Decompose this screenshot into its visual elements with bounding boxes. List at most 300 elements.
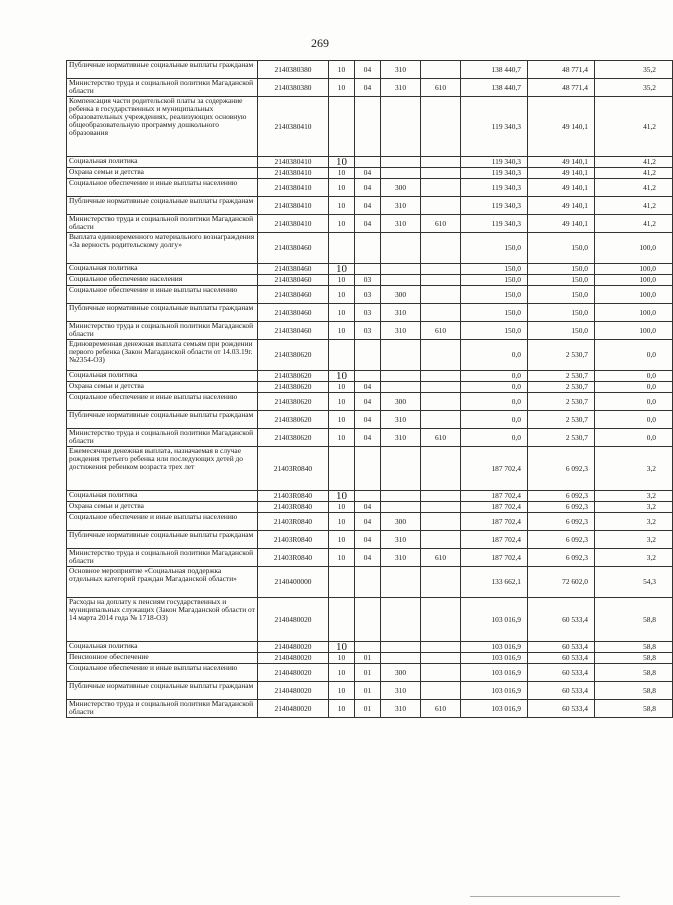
row-subsection: 04: [355, 168, 381, 179]
row-expense-type: 310: [381, 531, 421, 549]
row-actual-amount: 150,0: [528, 233, 595, 264]
row-expense-type: 310: [381, 682, 421, 700]
table-row: [67, 233, 673, 264]
row-percent: 41,2: [595, 197, 673, 215]
row-expense-type: [381, 502, 421, 513]
row-expense-type: [381, 598, 421, 642]
row-percent: 0,0: [595, 393, 673, 411]
row-subsection: 03: [355, 275, 381, 286]
row-actual-amount: 48 771,4: [528, 79, 595, 97]
row-planned-amount: 0,0: [461, 371, 528, 382]
row-planned-amount: 0,0: [461, 429, 528, 447]
row-percent: 35,2: [595, 61, 673, 79]
row-name: Министерство труда и социальной политики Магаданской области: [67, 322, 258, 340]
row-actual-amount: 60 533,4: [528, 642, 595, 653]
row-recipient: [421, 304, 461, 322]
row-expense-type: [381, 233, 421, 264]
row-name: Социальная политика: [67, 371, 258, 382]
row-subsection: 04: [355, 549, 381, 567]
row-actual-amount: 6 092,3: [528, 531, 595, 549]
table-row: [67, 531, 673, 549]
row-name: Единовременная денежная выплата семьям при рождении первого ребенка (Закон Магаданской области от 14.03.19г. №2354-ОЗ): [67, 340, 258, 371]
row-code: 2140380460: [258, 322, 329, 340]
row-actual-amount: 60 533,4: [528, 653, 595, 664]
table-row: [67, 197, 673, 215]
table-row: [67, 393, 673, 411]
row-section: 10: [329, 286, 355, 304]
row-actual-amount: 72 602,0: [528, 567, 595, 598]
row-section: 10: [329, 264, 355, 275]
row-name: Социальная политика: [67, 264, 258, 275]
row-subsection: 01: [355, 700, 381, 718]
row-name: Пенсионное обеспечение: [67, 653, 258, 664]
table-body: [67, 61, 673, 718]
row-planned-amount: 103 016,9: [461, 598, 528, 642]
row-planned-amount: 150,0: [461, 275, 528, 286]
row-subsection: 04: [355, 215, 381, 233]
row-expense-type: 310: [381, 429, 421, 447]
row-actual-amount: 6 092,3: [528, 502, 595, 513]
row-section: 10: [329, 549, 355, 567]
table-row: [67, 642, 673, 653]
row-code: 2140380410: [258, 215, 329, 233]
row-percent: 0,0: [595, 371, 673, 382]
row-recipient: [421, 531, 461, 549]
row-code: 2140380620: [258, 382, 329, 393]
row-percent: 100,0: [595, 304, 673, 322]
row-planned-amount: 0,0: [461, 411, 528, 429]
row-section: 10: [329, 411, 355, 429]
table-row: [67, 549, 673, 567]
row-subsection: 04: [355, 513, 381, 531]
row-expense-type: 310: [381, 549, 421, 567]
row-actual-amount: 2 530,7: [528, 393, 595, 411]
row-planned-amount: 119 340,3: [461, 215, 528, 233]
row-planned-amount: 119 340,3: [461, 197, 528, 215]
row-percent: 0,0: [595, 411, 673, 429]
row-actual-amount: 48 771,4: [528, 61, 595, 79]
row-code: 2140380410: [258, 157, 329, 168]
row-percent: 58,8: [595, 642, 673, 653]
row-section: 10: [329, 393, 355, 411]
row-expense-type: [381, 567, 421, 598]
row-planned-amount: 0,0: [461, 340, 528, 371]
row-name: Публичные нормативные социальные выплаты гражданам: [67, 61, 258, 79]
row-recipient: 610: [421, 700, 461, 718]
row-code: 2140480020: [258, 682, 329, 700]
budget-table: [66, 60, 673, 718]
table-row: [67, 598, 673, 642]
row-percent: 100,0: [595, 275, 673, 286]
row-section: 10: [329, 168, 355, 179]
table-row: [67, 286, 673, 304]
row-subsection: 01: [355, 653, 381, 664]
row-code: 2140480020: [258, 653, 329, 664]
row-subsection: [355, 567, 381, 598]
row-subsection: [355, 491, 381, 502]
row-actual-amount: 6 092,3: [528, 549, 595, 567]
row-subsection: [355, 371, 381, 382]
row-percent: 58,8: [595, 653, 673, 664]
row-section: 10: [329, 513, 355, 531]
row-percent: 41,2: [595, 168, 673, 179]
row-name: Социальное обеспечение и иные выплаты населению: [67, 393, 258, 411]
row-planned-amount: 150,0: [461, 304, 528, 322]
row-subsection: [355, 233, 381, 264]
row-planned-amount: 133 662,1: [461, 567, 528, 598]
row-expense-type: 300: [381, 664, 421, 682]
row-name: Министерство труда и социальной политики Магаданской области: [67, 700, 258, 718]
row-planned-amount: 103 016,9: [461, 700, 528, 718]
page-number: 269: [311, 36, 329, 50]
row-code: 2140380620: [258, 429, 329, 447]
row-subsection: 04: [355, 393, 381, 411]
row-planned-amount: 0,0: [461, 393, 528, 411]
row-expense-type: 300: [381, 286, 421, 304]
row-recipient: 610: [421, 549, 461, 567]
row-subsection: [355, 264, 381, 275]
row-section: 10: [329, 157, 355, 168]
row-name: Компенсация части родительской платы за содержание ребенка в государственных и муниципальных образовательных учреждениях, реализующих основную общеобразовательную программу дошкольного образования: [67, 97, 258, 157]
row-actual-amount: 6 092,3: [528, 491, 595, 502]
row-actual-amount: 150,0: [528, 275, 595, 286]
row-name: Министерство труда и социальной политики Магаданской области: [67, 549, 258, 567]
row-recipient: [421, 286, 461, 304]
row-recipient: 610: [421, 429, 461, 447]
table-row: [67, 429, 673, 447]
row-actual-amount: 2 530,7: [528, 429, 595, 447]
row-recipient: [421, 197, 461, 215]
row-section: 10: [329, 491, 355, 502]
row-name: Основное мероприятие «Социальная поддержка отдельных категорий граждан Магаданской области»: [67, 567, 258, 598]
row-subsection: [355, 340, 381, 371]
row-recipient: [421, 168, 461, 179]
table-row: [67, 97, 673, 157]
row-code: 21403R0840: [258, 549, 329, 567]
row-subsection: [355, 642, 381, 653]
row-code: 2140380460: [258, 304, 329, 322]
row-planned-amount: 103 016,9: [461, 653, 528, 664]
row-actual-amount: 2 530,7: [528, 382, 595, 393]
row-code: 2140480020: [258, 700, 329, 718]
row-recipient: [421, 61, 461, 79]
row-expense-type: [381, 168, 421, 179]
row-recipient: [421, 653, 461, 664]
row-subsection: [355, 157, 381, 168]
row-name: Министерство труда и социальной политики Магаданской области: [67, 429, 258, 447]
row-section: 10: [329, 682, 355, 700]
row-recipient: [421, 97, 461, 157]
table-row: [67, 664, 673, 682]
row-subsection: 04: [355, 197, 381, 215]
row-percent: 0,0: [595, 382, 673, 393]
table-row: [67, 382, 673, 393]
row-section: 10: [329, 79, 355, 97]
row-percent: 58,8: [595, 598, 673, 642]
row-recipient: [421, 233, 461, 264]
row-recipient: [421, 393, 461, 411]
row-name: Социальное обеспечение и иные выплаты населению: [67, 664, 258, 682]
row-section: 10: [329, 371, 355, 382]
row-name: Министерство труда и социальной политики Магаданской области: [67, 215, 258, 233]
row-recipient: 610: [421, 79, 461, 97]
row-expense-type: 310: [381, 61, 421, 79]
row-code: 2140380620: [258, 371, 329, 382]
row-section: 10: [329, 197, 355, 215]
table-row: [67, 61, 673, 79]
row-recipient: [421, 411, 461, 429]
row-planned-amount: 103 016,9: [461, 642, 528, 653]
row-planned-amount: 138 440,7: [461, 61, 528, 79]
row-expense-type: 310: [381, 79, 421, 97]
row-percent: 3,2: [595, 491, 673, 502]
row-name: Публичные нормативные социальные выплаты гражданам: [67, 531, 258, 549]
row-planned-amount: 0,0: [461, 382, 528, 393]
row-code: 2140400000: [258, 567, 329, 598]
row-subsection: 04: [355, 61, 381, 79]
row-subsection: 04: [355, 382, 381, 393]
row-code: 2140380380: [258, 61, 329, 79]
row-expense-type: [381, 264, 421, 275]
row-expense-type: 300: [381, 179, 421, 197]
row-recipient: [421, 179, 461, 197]
row-code: 2140380460: [258, 286, 329, 304]
table-row: [67, 157, 673, 168]
row-recipient: [421, 264, 461, 275]
row-name: Социальная политика: [67, 157, 258, 168]
table-row: [67, 491, 673, 502]
row-name: Охрана семьи и детства: [67, 168, 258, 179]
row-planned-amount: 150,0: [461, 286, 528, 304]
table-row: [67, 513, 673, 531]
row-recipient: [421, 664, 461, 682]
row-actual-amount: 49 140,1: [528, 168, 595, 179]
scan-line-decor: [470, 896, 620, 897]
row-actual-amount: 2 530,7: [528, 371, 595, 382]
row-recipient: 610: [421, 322, 461, 340]
table-row: [67, 322, 673, 340]
row-recipient: [421, 682, 461, 700]
row-code: 2140380620: [258, 411, 329, 429]
row-name: Социальное обеспечение населения: [67, 275, 258, 286]
row-code: 2140380460: [258, 264, 329, 275]
row-expense-type: [381, 491, 421, 502]
row-code: 2140480020: [258, 642, 329, 653]
row-expense-type: 310: [381, 215, 421, 233]
row-recipient: [421, 157, 461, 168]
row-section: 10: [329, 215, 355, 233]
row-percent: 41,2: [595, 157, 673, 168]
row-expense-type: [381, 340, 421, 371]
row-name: Охрана семьи и детства: [67, 502, 258, 513]
row-percent: 3,2: [595, 531, 673, 549]
row-percent: 35,2: [595, 79, 673, 97]
row-section: 10: [329, 502, 355, 513]
row-code: 21403R0840: [258, 447, 329, 491]
row-subsection: 04: [355, 502, 381, 513]
row-section: 10: [329, 275, 355, 286]
row-recipient: [421, 642, 461, 653]
table-row: [67, 179, 673, 197]
row-planned-amount: 103 016,9: [461, 664, 528, 682]
row-percent: 3,2: [595, 502, 673, 513]
row-code: 21403R0840: [258, 513, 329, 531]
row-recipient: [421, 513, 461, 531]
row-expense-type: [381, 97, 421, 157]
row-name: Публичные нормативные социальные выплаты гражданам: [67, 411, 258, 429]
row-name: Выплата единовременного материального вознаграждения «За верность родительскому долгу»: [67, 233, 258, 264]
row-percent: 100,0: [595, 286, 673, 304]
row-recipient: 610: [421, 215, 461, 233]
row-recipient: [421, 382, 461, 393]
row-percent: 58,8: [595, 682, 673, 700]
row-percent: 54,3: [595, 567, 673, 598]
row-planned-amount: 187 702,4: [461, 531, 528, 549]
row-name: Социальное обеспечение и иные выплаты населению: [67, 513, 258, 531]
row-expense-type: [381, 653, 421, 664]
row-expense-type: 310: [381, 700, 421, 718]
row-subsection: 01: [355, 682, 381, 700]
row-name: Расходы на доплату к пенсиям государственных и муниципальных служащих (Закон Магаданской области от 14 марта 2014 года № 1718-ОЗ): [67, 598, 258, 642]
row-section: 10: [329, 179, 355, 197]
row-subsection: [355, 598, 381, 642]
row-percent: 41,2: [595, 215, 673, 233]
row-section: 10: [329, 653, 355, 664]
row-expense-type: 300: [381, 393, 421, 411]
row-percent: 58,8: [595, 700, 673, 718]
row-planned-amount: 103 016,9: [461, 682, 528, 700]
row-name: Ежемесячная денежная выплата, назначаемая в случае рождения третьего ребенка или последующих детей до достижения ребенком возраста трех лет: [67, 447, 258, 491]
row-section: [329, 97, 355, 157]
row-section: 10: [329, 382, 355, 393]
row-subsection: [355, 97, 381, 157]
row-recipient: [421, 502, 461, 513]
row-name: Социальная политика: [67, 491, 258, 502]
row-name: Социальная политика: [67, 642, 258, 653]
row-planned-amount: 187 702,4: [461, 549, 528, 567]
table-row: [67, 567, 673, 598]
row-code: 2140380620: [258, 393, 329, 411]
row-expense-type: 310: [381, 411, 421, 429]
row-subsection: [355, 447, 381, 491]
row-percent: 3,2: [595, 447, 673, 491]
row-actual-amount: 49 140,1: [528, 197, 595, 215]
row-section: [329, 340, 355, 371]
row-actual-amount: 150,0: [528, 304, 595, 322]
table-row: [67, 447, 673, 491]
row-name: Социальное обеспечение и иные выплаты населению: [67, 179, 258, 197]
table-row: [67, 304, 673, 322]
row-planned-amount: 119 340,3: [461, 168, 528, 179]
row-code: 2140380620: [258, 340, 329, 371]
table-row: [67, 168, 673, 179]
row-section: 10: [329, 700, 355, 718]
row-code: 2140380410: [258, 197, 329, 215]
row-code: 2140380380: [258, 79, 329, 97]
row-recipient: [421, 340, 461, 371]
table-row: [67, 340, 673, 371]
row-actual-amount: 49 140,1: [528, 179, 595, 197]
row-percent: 100,0: [595, 322, 673, 340]
row-planned-amount: 138 440,7: [461, 79, 528, 97]
row-section: [329, 447, 355, 491]
row-section: 10: [329, 664, 355, 682]
row-name: Охрана семьи и детства: [67, 382, 258, 393]
table-row: [67, 700, 673, 718]
table-row: [67, 79, 673, 97]
row-actual-amount: 60 533,4: [528, 682, 595, 700]
row-planned-amount: 150,0: [461, 233, 528, 264]
row-name: Министерство труда и социальной политики Магаданской области: [67, 79, 258, 97]
row-expense-type: [381, 157, 421, 168]
row-actual-amount: 2 530,7: [528, 340, 595, 371]
table-row: [67, 682, 673, 700]
row-code: 2140380460: [258, 275, 329, 286]
row-actual-amount: 6 092,3: [528, 513, 595, 531]
row-percent: 0,0: [595, 429, 673, 447]
row-planned-amount: 150,0: [461, 264, 528, 275]
row-percent: 3,2: [595, 549, 673, 567]
row-recipient: [421, 598, 461, 642]
row-name: Социальное обеспечение и иные выплаты населению: [67, 286, 258, 304]
row-percent: 100,0: [595, 233, 673, 264]
row-actual-amount: 150,0: [528, 286, 595, 304]
row-code: 2140380410: [258, 97, 329, 157]
row-code: 21403R0840: [258, 491, 329, 502]
row-code: 2140480020: [258, 598, 329, 642]
row-planned-amount: 119 340,3: [461, 97, 528, 157]
row-expense-type: 300: [381, 513, 421, 531]
row-section: 10: [329, 531, 355, 549]
row-actual-amount: 60 533,4: [528, 598, 595, 642]
row-actual-amount: 60 533,4: [528, 700, 595, 718]
row-planned-amount: 119 340,3: [461, 157, 528, 168]
table-row: [67, 371, 673, 382]
row-code: 2140380460: [258, 233, 329, 264]
row-actual-amount: 49 140,1: [528, 157, 595, 168]
row-subsection: 01: [355, 664, 381, 682]
table-row: [67, 215, 673, 233]
row-percent: 41,2: [595, 97, 673, 157]
row-percent: 58,8: [595, 664, 673, 682]
row-actual-amount: 49 140,1: [528, 215, 595, 233]
row-section: [329, 233, 355, 264]
row-recipient: [421, 447, 461, 491]
table-row: [67, 502, 673, 513]
row-actual-amount: 6 092,3: [528, 447, 595, 491]
row-section: 10: [329, 429, 355, 447]
row-code: 2140380410: [258, 179, 329, 197]
row-recipient: [421, 275, 461, 286]
row-expense-type: [381, 275, 421, 286]
row-expense-type: 310: [381, 322, 421, 340]
table-row: [67, 653, 673, 664]
row-percent: 41,2: [595, 179, 673, 197]
row-name: Публичные нормативные социальные выплаты гражданам: [67, 682, 258, 700]
row-code: 2140480020: [258, 664, 329, 682]
row-code: 2140380410: [258, 168, 329, 179]
row-subsection: 04: [355, 411, 381, 429]
row-subsection: 04: [355, 429, 381, 447]
row-name: Публичные нормативные социальные выплаты гражданам: [67, 304, 258, 322]
row-actual-amount: 60 533,4: [528, 664, 595, 682]
row-subsection: 03: [355, 286, 381, 304]
row-actual-amount: 49 140,1: [528, 97, 595, 157]
row-expense-type: [381, 371, 421, 382]
row-subsection: 03: [355, 304, 381, 322]
row-expense-type: [381, 447, 421, 491]
row-planned-amount: 187 702,4: [461, 447, 528, 491]
